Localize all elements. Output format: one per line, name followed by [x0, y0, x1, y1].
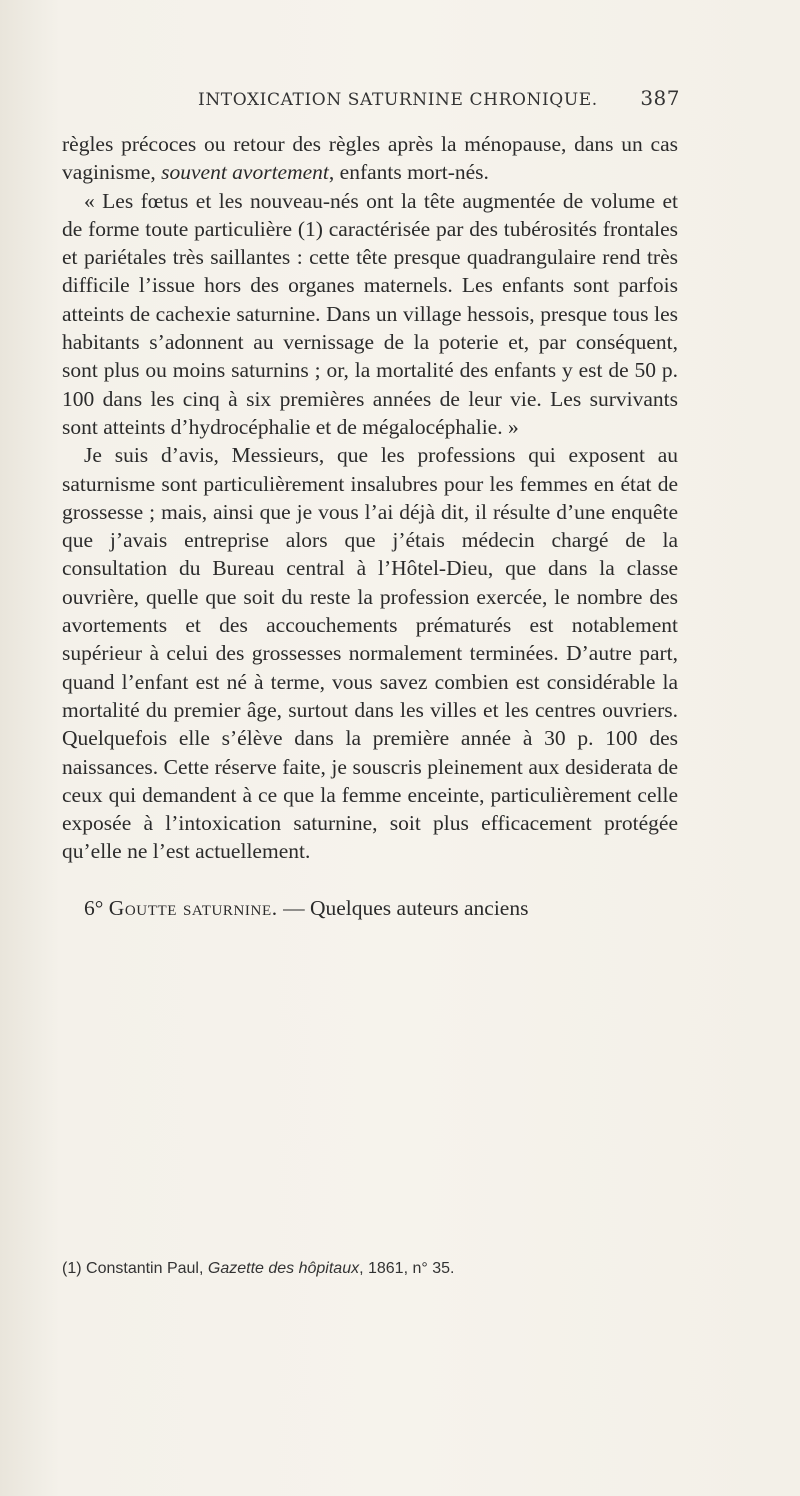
body-text	[62, 130, 678, 922]
footnote-journal: Gazette des hôpitaux	[207, 1260, 360, 1277]
section-title: Goutte saturnine.	[108, 895, 278, 920]
paragraph-1	[62, 130, 678, 187]
footnote-author: Constantin Paul,	[86, 1260, 204, 1277]
section-number: 6°	[84, 895, 104, 920]
section-text: — Quelques auteurs anciens	[283, 895, 529, 920]
paragraph-3: Je suis d’avis, Messieurs, que les professions qui exposent au saturnisme sont particulièrement insalubres pour les femmes en état de grossesse ; mais, ainsi que je vous l’ai déjà dit, il résulte d’une enquête que j’avais entreprise alors que j’étais médecin chargé de la consultation du Bureau central à l’Hôtel-Dieu, que dans la classe ouvrière, quelle que soit du reste la profession exercée, le nombre des avortements et des accouchements prématurés est notablement supérieur à celui des grossesses normalement terminées. D’autre part, quand l’enfant est né à terme, vous savez combien est considérable la mortalité du premier âge, surtout dans les villes et les centres ouvriers. Quelquefois elle s’élève dans la première année à 30 p. 100 des naissances. Cette réserve faite, je souscris pleinement aux desiderata de ceux qui demandent à ce que la femme enceinte, particulièrement celle exposée à l’intoxication saturnine, soit plus efficacement protégée qu’elle ne l’est actuellement.	[62, 443, 678, 864]
page-header	[198, 88, 680, 110]
footnote-details: , 1861, n° 35.	[359, 1260, 455, 1277]
page-number: 387	[640, 86, 680, 110]
paragraph-1-italic: souvent avortement	[161, 160, 329, 185]
section-heading	[62, 894, 678, 922]
paragraph-2-quote: « Les fœtus et les nouveau-nés ont la tête augmentée de volume et de forme toute particulière (1) caractérisée par des tubérosités frontales et pariétales très saillantes : cette tête presque quadrangulaire rend très difficile l’issue hors des organes maternels. Les enfants sont parfois atteints de cachexie saturnine. Dans un village hessois, presque tous les habitants s’adonnent au vernissage de la poterie et, par conséquent, sont plus ou moins saturnins ; or, la mortalité des enfants y est de 50 p. 100 dans les cinq à six premières années de leur vie. Les survivants sont atteints d’hydrocéphalie et de mégalocéphalie. »	[62, 188, 678, 439]
footnote	[62, 1260, 678, 1278]
paragraph-1-text: règles précoces ou retour des règles après la ménopause, dans un cas vaginisme,	[62, 132, 678, 185]
running-head: INTOXICATION SATURNINE CHRONIQUE.	[198, 90, 598, 110]
paragraph-1-end: , enfants mort-nés.	[328, 160, 489, 185]
footnote-marker: (1)	[62, 1260, 82, 1277]
